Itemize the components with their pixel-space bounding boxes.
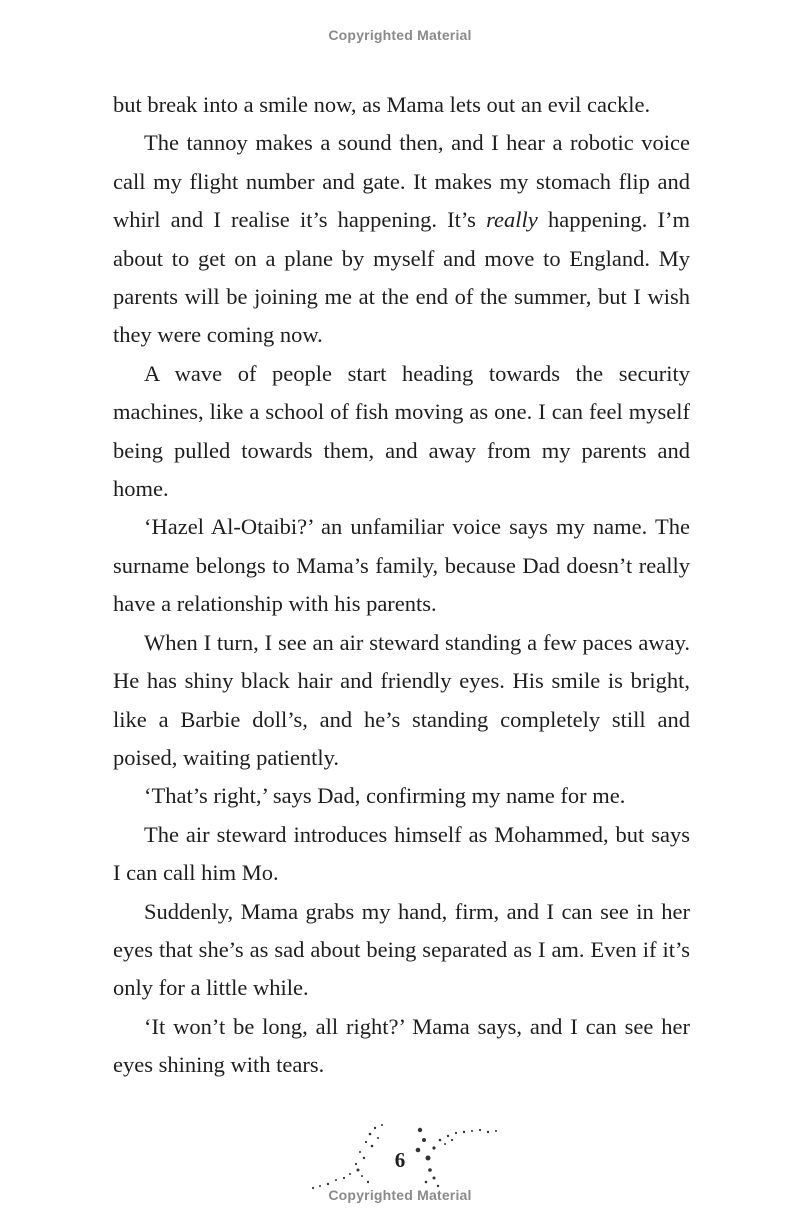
paragraph-tannoy-part1: The tannoy makes a sound then, and I hear a robotic voice call my flight number and gate. It makes my stomach flip and whirl and I realise it’s happening. It’s: [113, 130, 690, 233]
paragraph-continued: but break into a smile now, as Mama lets out an evil cackle.: [113, 92, 651, 117]
paragraph-mama-hand: Suddenly, Mama grabs my hand, firm, and I can see in her eyes that she’s as sad about being separated as I am. Even if it’s only for a little while.: [113, 898, 690, 1001]
paragraph-wont-be-long: ‘It won’t be long, all right?’ Mama says, and I can see her eyes shining with tears.: [113, 1013, 690, 1078]
paragraph-hazel-name: ‘Hazel Al-Otaibi?’ an unfamiliar voice says my name. The surname belongs to Mama’s family, because Dad doesn’t really have a relationship with his parents.: [113, 514, 690, 617]
paragraph-air-steward: When I turn, I see an air steward standing a few paces away. He has shiny black hair and friendly eyes. His smile is bright, like a Barbie doll’s, and he’s standing completely still and poised, waiting patiently.: [113, 629, 690, 770]
paragraph-tannoy: [113, 124, 690, 354]
copyright-watermark-top: Copyrighted Material: [328, 27, 472, 43]
emphasis-really: really: [486, 207, 538, 233]
paragraph-thats-right: ‘That’s right,’ says Dad, confirming my name for me.: [144, 783, 626, 809]
page-number: 6: [394, 1148, 406, 1172]
page-body-text: [113, 86, 690, 1085]
copyright-watermark-bottom: Copyrighted Material: [328, 1187, 472, 1203]
paragraph-tannoy-part2: happening. I’m about to get on a plane by myself and move to England. My parents will be joining me at the end of the summer, but I wish they were coming now.: [113, 207, 690, 348]
paragraph-mohammed: The air steward introduces himself as Mohammed, but says I can call him Mo.: [113, 821, 690, 886]
paragraph-wave-of-people: A wave of people start heading towards the security machines, like a school of fish moving as one. I can feel myself being pulled towards them, and away from my parents and home.: [113, 360, 690, 502]
